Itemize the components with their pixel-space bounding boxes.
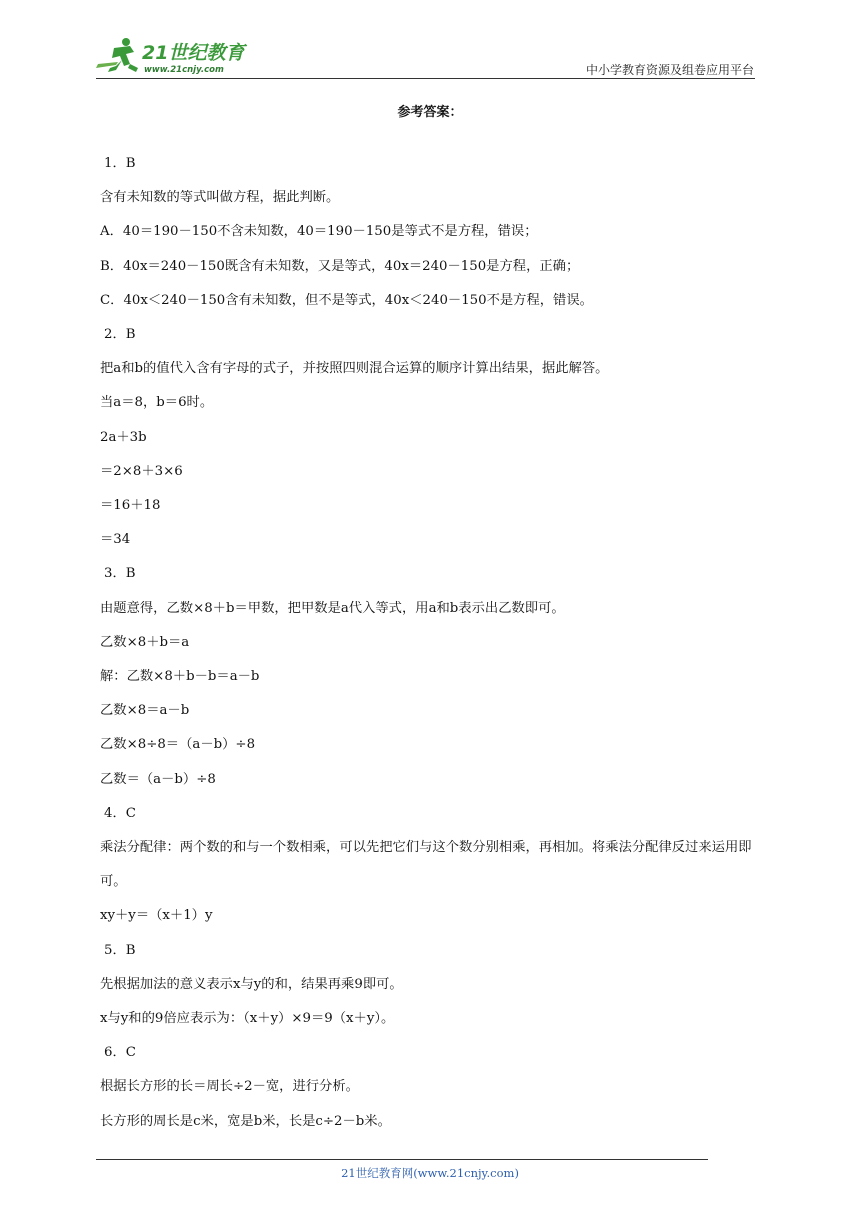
answer-line: 解：乙数×8＋b－b＝a－b [100, 669, 260, 685]
answer-line: ＝16＋18 [100, 498, 161, 514]
footer-divider [96, 1159, 708, 1160]
header-platform-text: 中小学教育资源及组卷应用平台 [585, 63, 754, 77]
answer-line: 乙数×8÷8＝（a－b）÷8 [100, 737, 256, 753]
logo-text: 21世纪教育 [142, 42, 245, 64]
answer-line: 长方形的周长是c米，宽是b米，长是c÷2－b米。 [100, 1113, 391, 1129]
header-divider [96, 78, 755, 79]
answer-number: 2．B [104, 327, 136, 343]
answer-line: A．40＝190－150不含未知数，40＝190－150是等式不是方程，错误； [100, 224, 538, 240]
answer-line: 由题意得，乙数×8＋b＝甲数，把甲数是a代入等式，用a和b表示出乙数即可。 [100, 600, 565, 616]
footer-text: 21世纪教育网(www.21cnjy.com) [341, 1166, 519, 1180]
answer-line: B．40x＝240－150既含有未知数，又是等式，40x＝240－150是方程，正确； [100, 258, 580, 274]
answer-number: 3．B [104, 566, 136, 582]
answer-number: 5．B [104, 942, 136, 958]
answer-line: 乙数×8＋b＝a [100, 634, 190, 650]
answer-line: ＝2×8＋3×6 [100, 463, 183, 479]
answer-line: x与y和的9倍应表示为：（x＋y）×9＝9（x＋y）。 [100, 1011, 395, 1027]
answer-line: 把a和b的值代入含有字母的式子，并按照四则混合运算的顺序计算出结果，据此解答。 [100, 361, 609, 377]
answer-line: 先根据加法的意义表示x与y的和，结果再乘9即可。 [100, 976, 403, 992]
answer-number: 4．C [104, 805, 136, 821]
answer-number: 6．C [104, 1045, 136, 1061]
answer-line: C．40x＜240－150含有未知数，但不是等式，40x＜240－150不是方程，错误。 [100, 292, 593, 308]
answer-line: 根据长方形的长＝周长÷2－宽，进行分析。 [100, 1079, 359, 1095]
logo-url: www.21cnjy.com [144, 65, 224, 75]
answer-line: xy＋y＝（x＋1）y [100, 908, 213, 924]
answer-line: 乙数×8＝a－b [100, 703, 190, 719]
answer-line: ＝34 [100, 532, 131, 548]
page-title: 参考答案： [397, 105, 463, 120]
answer-content [100, 147, 770, 1139]
answer-line: 2a＋3b [100, 429, 147, 445]
answer-line: 乙数＝（a－b）÷8 [100, 771, 216, 787]
site-logo [96, 34, 266, 78]
answer-line: 当a＝8，b＝6时。 [100, 395, 214, 411]
logo-graphic [96, 34, 266, 78]
answer-line: 乘法分配律：两个数的和与一个数相乘，可以先把它们与这个数分别相乘，再相加。将乘法分配律反过来运用即可。 [100, 840, 752, 890]
answer-number: 1．B [104, 156, 136, 171]
answer-line: 含有未知数的等式叫做方程，据此判断。 [100, 190, 340, 206]
